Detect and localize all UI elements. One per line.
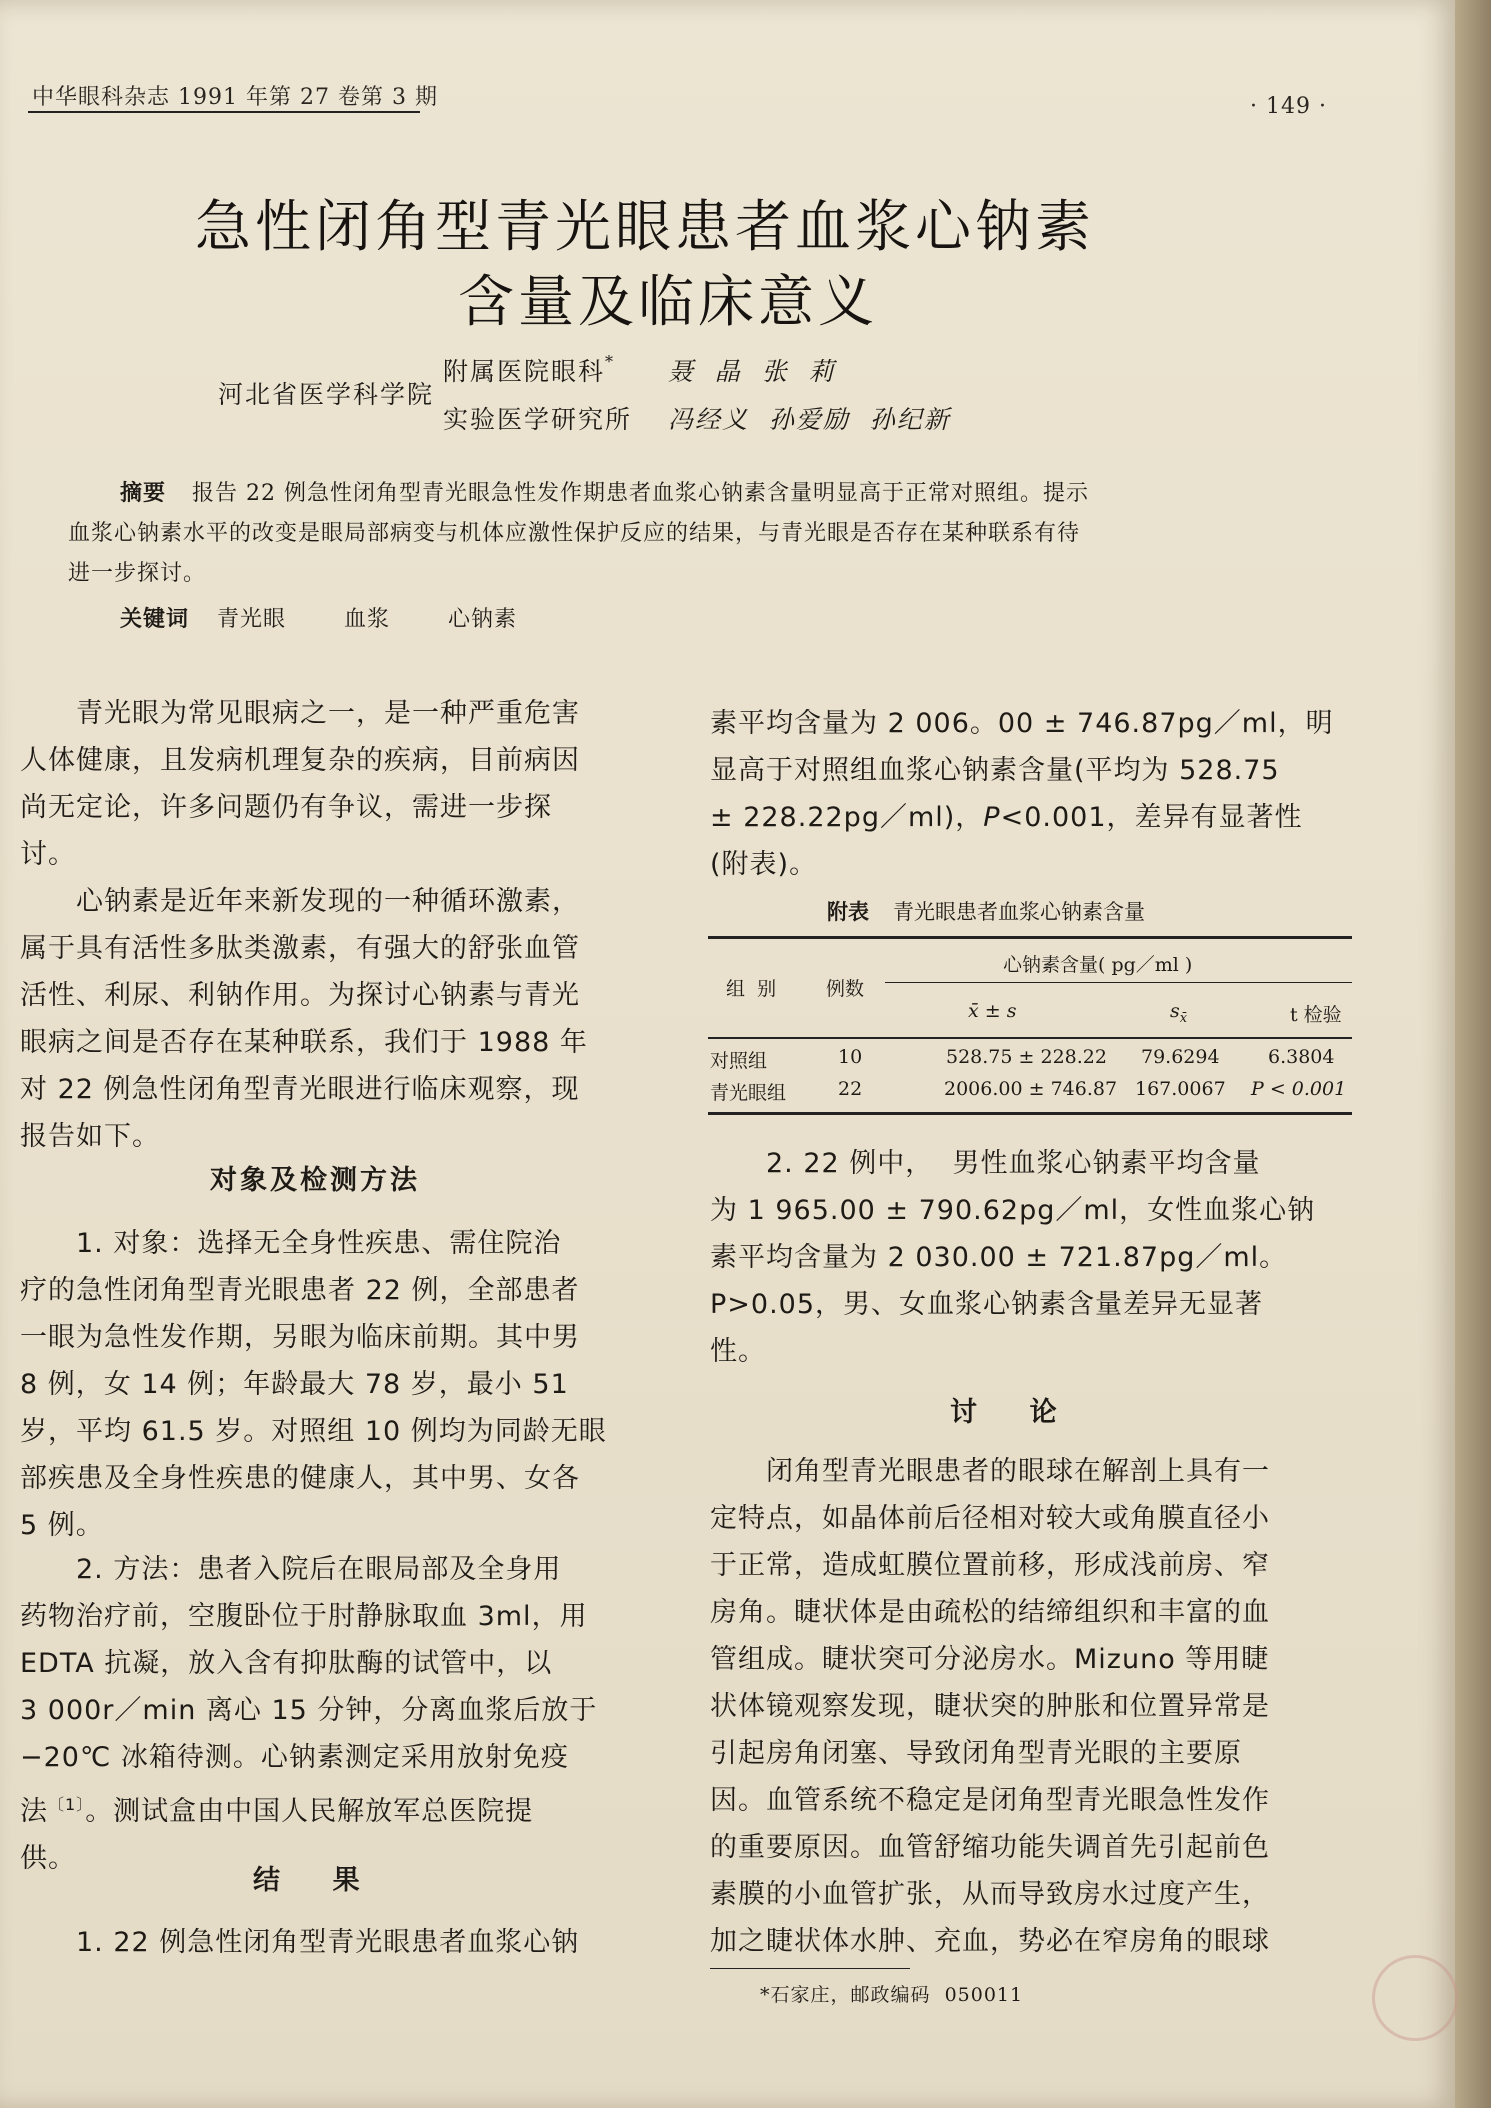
text-line: 尚无定论，许多问题仍有争议，需进一步探 bbox=[20, 792, 552, 823]
text-segment: 。测试盒由中国人民解放军总医院提 bbox=[85, 1796, 534, 1827]
table-sub-rule bbox=[885, 982, 1352, 983]
article-title-line1: 急性闭角型青光眼患者血浆心钠素 bbox=[195, 195, 1095, 260]
journal-header: 中华眼科杂志 1991 年第 27 卷第 3 期 bbox=[32, 85, 438, 110]
text-line: 报告如下。 bbox=[20, 1121, 160, 1152]
library-stamp bbox=[1372, 1955, 1458, 2041]
abstract-line-2: 血浆心钠素水平的改变是眼局部病变与机体应激性保护反应的结果，与青光眼是否存在某种联系有待 bbox=[68, 521, 1081, 546]
department-1 bbox=[443, 352, 615, 388]
table-cell: 167.0067 bbox=[1135, 1078, 1226, 1100]
text-line: 讨。 bbox=[20, 839, 76, 870]
table-col-mean: x̄ ± s bbox=[968, 1000, 1017, 1022]
section-heading-results: 结 果 bbox=[253, 1865, 363, 1896]
text-line: 素平均含量为 2 006。00 ± 746.87pg／ml，明 bbox=[710, 708, 1334, 739]
text-line: 显高于对照组血浆心钠素含量(平均为 528.75 bbox=[710, 755, 1280, 786]
text-line: 状体镜观察发现，睫状突的肿胀和位置异常是 bbox=[710, 1691, 1270, 1722]
results-continued bbox=[710, 700, 1348, 888]
keyword: 心钠素 bbox=[448, 607, 518, 632]
text-line: 性。 bbox=[710, 1336, 766, 1367]
text-line: 部疾患及全身性疾患的健康人，其中男、女各 bbox=[20, 1463, 580, 1494]
table-col-span-header: 心钠素含量( pg／ml ) bbox=[1003, 954, 1193, 976]
text-line: 2. 方法：患者入院后在眼局部及全身用 bbox=[76, 1554, 562, 1585]
text-line bbox=[20, 1781, 642, 1835]
text-line: 加之睫状体水肿、充血，势必在窄房角的眼球 bbox=[710, 1926, 1270, 1957]
department-2: 实验医学研究所 bbox=[443, 405, 633, 434]
se-subscript: x̄ bbox=[1179, 1010, 1188, 1026]
text-line: 疗的急性闭角型青光眼患者 22 例，全部患者 bbox=[20, 1275, 580, 1306]
authors-2: 冯经义 孙爱励 孙纪新 bbox=[668, 405, 951, 434]
table-caption bbox=[827, 896, 1145, 926]
text-line: 人体健康，且发病机理复杂的疾病，目前病因 bbox=[20, 745, 580, 776]
text-line: 2. 22 例中， 男性血浆心钠素平均含量 bbox=[766, 1148, 1261, 1179]
table-caption-label: 附表 bbox=[827, 900, 869, 924]
se-symbol: s bbox=[1170, 1000, 1180, 1022]
text-line: 药物治疗前，空腹卧位于肘静脉取血 3ml，用 bbox=[20, 1601, 588, 1632]
article-title-line2: 含量及临床意义 bbox=[458, 270, 878, 335]
text-line: 对 22 例急性闭角型青光眼进行临床观察，现 bbox=[20, 1074, 580, 1105]
text-segment: <0.001，差异有显著性 bbox=[1000, 802, 1303, 833]
text-line: 青光眼为常见眼病之一，是一种严重危害 bbox=[76, 698, 580, 729]
results-paragraph-1: 1. 22 例急性闭角型青光眼患者血浆心钠 bbox=[76, 1927, 580, 1958]
methods-paragraph-2 bbox=[20, 1546, 642, 1882]
text-line: 属于具有活性多肽类激素，有强大的舒张血管 bbox=[20, 933, 580, 964]
p-symbol: P bbox=[983, 802, 1001, 833]
table-cell: 对照组 bbox=[710, 1050, 768, 1072]
intro-paragraph-2 bbox=[20, 878, 642, 1160]
keyword: 血浆 bbox=[344, 607, 391, 632]
text-line: 为 1 965.00 ± 790.62pg／ml，女性血浆心钠 bbox=[710, 1195, 1316, 1226]
table-row bbox=[708, 1078, 1352, 1108]
text-line: 供。 bbox=[20, 1843, 76, 1874]
table-cell: 528.75 ± 228.22 bbox=[946, 1046, 1107, 1068]
intro-paragraph-1 bbox=[20, 690, 642, 878]
results-paragraph-2 bbox=[710, 1140, 1350, 1375]
text-line: (附表)。 bbox=[710, 849, 818, 880]
text-segment: 法 bbox=[20, 1796, 48, 1827]
text-line: −20℃ 冰箱待测。心钠素测定采用放射免疫 bbox=[20, 1742, 569, 1773]
reference-marker: 〔1〕 bbox=[48, 1795, 86, 1814]
text-line: 岁，平均 61.5 岁。对照组 10 例均为同龄无眼 bbox=[20, 1416, 607, 1447]
table-caption-text: 青光眼患者血浆心钠素含量 bbox=[893, 900, 1145, 924]
table-cell: 2006.00 ± 746.87 bbox=[944, 1078, 1118, 1100]
discussion-paragraph-1 bbox=[710, 1448, 1350, 1965]
abstract-line-1 bbox=[120, 474, 1300, 514]
footnote-rule bbox=[710, 1968, 910, 1969]
text-line: 房角。睫状体是由疏松的结缔组织和丰富的血 bbox=[710, 1597, 1270, 1628]
table-col-n: 例数 bbox=[826, 978, 865, 1000]
text-line: 8 例，女 14 例；年龄最大 78 岁，最小 51 bbox=[20, 1369, 569, 1400]
table-cell: 79.6294 bbox=[1141, 1046, 1220, 1068]
section-heading-discussion: 讨 论 bbox=[950, 1397, 1060, 1428]
methods-paragraph-1 bbox=[20, 1220, 642, 1549]
text-line: 3 000r／min 离心 15 分钟，分离血浆后放于 bbox=[20, 1695, 598, 1726]
text-line: 心钠素是近年来新发现的一种循环激素， bbox=[76, 886, 580, 917]
institution: 河北省医学科学院 bbox=[218, 380, 435, 409]
page-number: · 149 · bbox=[1250, 94, 1327, 119]
table-header-rule bbox=[708, 1037, 1352, 1039]
department-1-name: 附属医院眼科 bbox=[443, 357, 606, 386]
abstract-label: 摘要 bbox=[120, 481, 167, 506]
text-line: 定特点，如晶体前后径相对较大或角膜直径小 bbox=[710, 1503, 1270, 1534]
table-col-t: t 检验 bbox=[1290, 1004, 1342, 1026]
text-segment: ± 228.22pg／ml)， bbox=[710, 802, 984, 833]
table-top-rule bbox=[708, 936, 1352, 939]
text-line: 素膜的小血管扩张，从而导致房水过度产生， bbox=[710, 1879, 1270, 1910]
text-line: 闭角型青光眼患者的眼球在解剖上具有一 bbox=[766, 1456, 1270, 1487]
authors-1: 聂 晶 张 莉 bbox=[668, 357, 836, 386]
text-line: 1. 对象：选择无全身性疾患、需住院治 bbox=[76, 1228, 562, 1259]
keywords-label: 关键词 bbox=[120, 607, 190, 632]
text-line: 活性、利尿、利钠作用。为探讨心钠素与青光 bbox=[20, 980, 580, 1011]
table-cell: 22 bbox=[838, 1078, 863, 1100]
table-cell: P < 0.001 bbox=[1251, 1078, 1347, 1100]
text-line: 因。血管系统不稳定是闭角型青光眼急性发作 bbox=[710, 1785, 1270, 1816]
table-bottom-rule bbox=[708, 1112, 1352, 1115]
header-rule bbox=[28, 111, 420, 113]
abstract-text-1: 报告 22 例急性闭角型青光眼急性发作期患者血浆心钠素含量明显高于正常对照组。提示 bbox=[192, 481, 1089, 506]
text-line: 眼病之间是否存在某种联系，我们于 1988 年 bbox=[20, 1027, 588, 1058]
text-line: 的重要原因。血管舒缩功能失调首先引起前色 bbox=[710, 1832, 1270, 1863]
abstract-line-3: 进一步探讨。 bbox=[68, 561, 207, 586]
text-line: 素平均含量为 2 030.00 ± 721.87pg／ml。 bbox=[710, 1242, 1288, 1273]
text-line: 于正常，造成虹膜位置前移，形成浅前房、窄 bbox=[710, 1550, 1270, 1581]
keywords bbox=[120, 600, 517, 640]
table-col-se bbox=[1170, 1000, 1187, 1026]
table-cell: 6.3804 bbox=[1268, 1046, 1335, 1068]
text-line: 引起房角闭塞、导致闭角型青光眼的主要原 bbox=[710, 1738, 1242, 1769]
footnote: *石家庄，邮政编码 050011 bbox=[760, 1984, 1024, 2006]
table-col-group: 组 别 bbox=[726, 978, 777, 1000]
table-row bbox=[708, 1046, 1352, 1076]
book-spine bbox=[1455, 0, 1491, 2108]
text-line: P>0.05，男、女血浆心钠素含量差异无显著 bbox=[710, 1289, 1264, 1320]
keyword: 青光眼 bbox=[217, 607, 287, 632]
table-cell: 青光眼组 bbox=[710, 1082, 787, 1104]
footnote-marker: * bbox=[605, 352, 616, 371]
text-line: 5 例。 bbox=[20, 1510, 104, 1541]
text-line: 一眼为急性发作期，另眼为临床前期。其中男 bbox=[20, 1322, 580, 1353]
text-line: 管组成。睫状突可分泌房水。Mizuno 等用睫 bbox=[710, 1644, 1270, 1675]
text-line: EDTA 抗凝，放入含有抑肽酶的试管中，以 bbox=[20, 1648, 553, 1679]
section-heading-methods: 对象及检测方法 bbox=[210, 1165, 420, 1196]
text-line bbox=[710, 794, 1348, 841]
table-cell: 10 bbox=[838, 1046, 863, 1068]
